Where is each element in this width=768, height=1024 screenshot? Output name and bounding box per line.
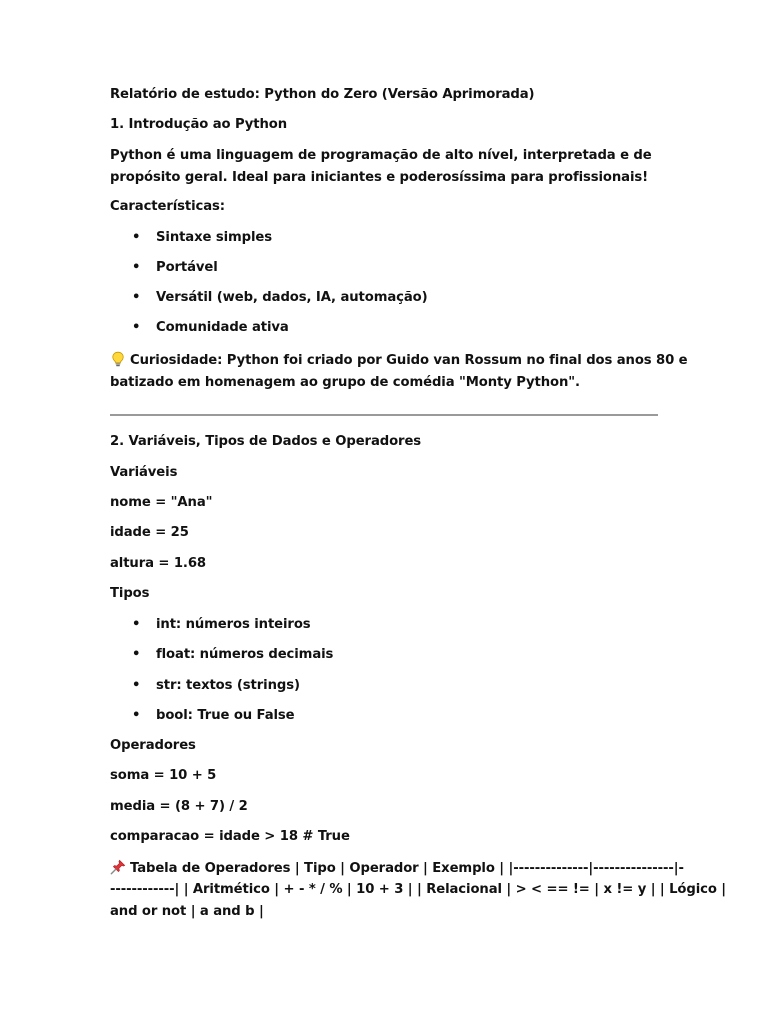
code-line: nome = "Ana"	[110, 495, 213, 510]
list-item-text: Sintaxe simples	[156, 230, 273, 245]
bullet-dot: •	[132, 260, 141, 275]
operators-table-line-3: and or not | a and b |	[110, 904, 264, 919]
code-line: comparacao = idade > 18 # True	[110, 829, 350, 844]
list-item-text: float: números decimais	[156, 647, 334, 662]
curiosity-line-2: batizado em homenagem ao grupo de comédia "Monty Python".	[110, 375, 580, 390]
code-line: altura = 1.68	[110, 556, 206, 571]
code-line: idade = 25	[110, 525, 189, 540]
lightbulb-icon	[110, 351, 126, 367]
pushpin-icon	[110, 859, 126, 875]
intro-paragraph-line-1: Python é uma linguagem de programação de alto nível, interpretada e de	[110, 148, 652, 163]
list-item-text: int: números inteiros	[156, 617, 311, 632]
document-title: Relatório de estudo: Python do Zero (Versão Aprimorada)	[110, 87, 535, 102]
variables-heading: Variáveis	[110, 465, 178, 480]
operators-table-text-line-1: Tabela de Operadores | Tipo | Operador | Exemplo | |--------------|---------------|-	[130, 861, 684, 876]
operators-heading: Operadores	[110, 738, 196, 753]
features-heading: Características:	[110, 199, 225, 214]
intro-paragraph-line-2: propósito geral. Ideal para iniciantes e poderosíssima para profissionais!	[110, 170, 649, 185]
section-2-heading: 2. Variáveis, Tipos de Dados e Operadores	[110, 434, 422, 449]
list-item-text: Portável	[156, 260, 218, 275]
bullet-dot: •	[132, 647, 141, 662]
section-1-heading: 1. Introdução ao Python	[110, 117, 288, 132]
list-item-text: Versátil (web, dados, IA, automação)	[156, 290, 428, 305]
list-item-text: Comunidade ativa	[156, 320, 289, 335]
bullet-dot: •	[132, 678, 141, 693]
operators-table-line-1	[110, 858, 684, 880]
code-line: soma = 10 + 5	[110, 768, 217, 783]
bullet-dot: •	[132, 617, 141, 632]
bullet-dot: •	[132, 708, 141, 723]
types-heading: Tipos	[110, 586, 150, 601]
list-item-text: str: textos (strings)	[156, 678, 300, 693]
horizontal-divider	[110, 414, 658, 416]
curiosity-text-line-1: Curiosidade: Python foi criado por Guido van Rossum no final dos anos 80 e	[130, 353, 688, 368]
list-item-text: bool: True ou False	[156, 708, 295, 723]
curiosity-line-1	[110, 350, 688, 372]
bullet-dot: •	[132, 230, 141, 245]
code-line: media = (8 + 7) / 2	[110, 799, 248, 814]
operators-table-line-2: ------------| | Aritmético | + - * / % | 10 + 3 | | Relacional | > < == != | x != y | | Lógico |	[110, 882, 727, 897]
bullet-dot: •	[132, 290, 141, 305]
bullet-dot: •	[132, 320, 141, 335]
